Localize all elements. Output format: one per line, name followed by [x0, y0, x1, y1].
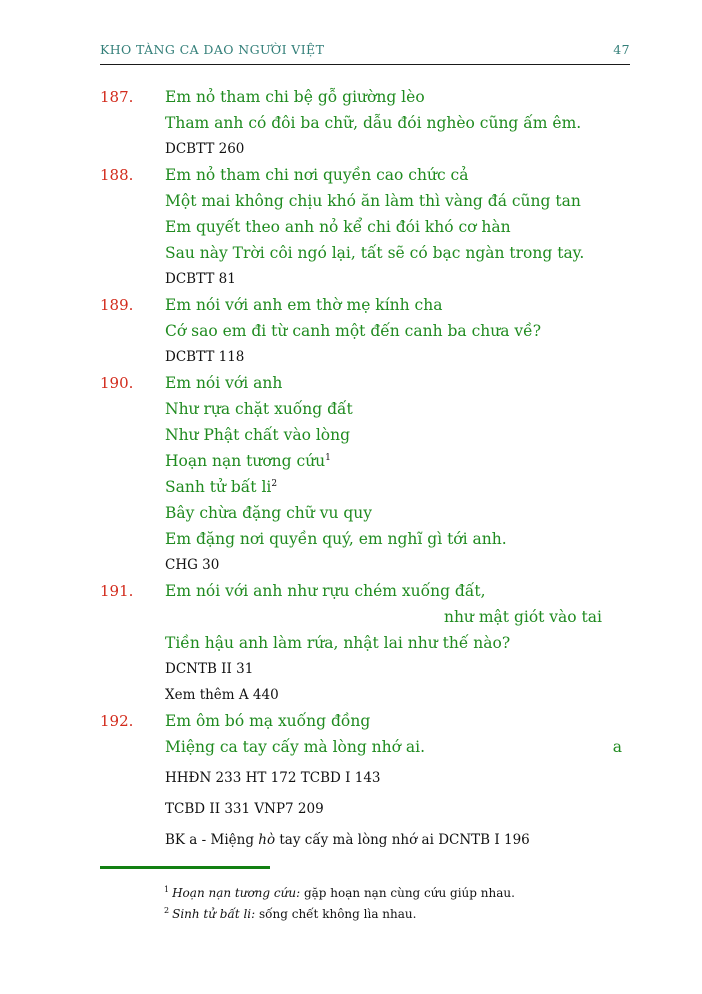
- footnote-section: [100, 866, 630, 925]
- verse-text: Em nỏ tham chi bệ gỗ giường lèo: [165, 88, 425, 106]
- verse-line: [165, 734, 630, 760]
- variant-marker: a: [612, 738, 622, 756]
- verse-line: [165, 474, 630, 500]
- entry-content: [165, 578, 630, 708]
- verse-text: Em nói với anh em thờ mẹ kính cha: [165, 296, 443, 314]
- verse-text: Em nói với anh như rựu chém xuống đất,: [165, 582, 486, 600]
- verse-line: [165, 318, 630, 344]
- verse-text: Một mai không chịu khó ăn làm thì vàng đá cũng tan: [165, 192, 581, 210]
- footnote-definition: sống chết không lìa nhau.: [255, 907, 417, 921]
- verse-line: [165, 214, 630, 240]
- verse-text: Sanh tử bất li: [165, 478, 272, 496]
- verse-line: [165, 630, 630, 656]
- entry-content: [165, 708, 630, 853]
- footnote-reference: 1: [325, 452, 331, 463]
- entry: [100, 84, 630, 162]
- verse-text: Hoạn nạn tương cứu: [165, 452, 326, 470]
- verse-text: Tiền hậu anh làm rứa, nhật lai như thế nào?: [165, 634, 511, 652]
- citation-text: tay cấy mà lòng nhớ ai DCNTB I 196: [275, 832, 530, 848]
- footnote-term: Sinh tử bất li:: [172, 907, 256, 921]
- citation-line: [165, 552, 630, 578]
- footnote-term: Hoạn nạn tương cứu:: [172, 886, 301, 900]
- entries: [100, 84, 630, 853]
- verse-text: Bây chừa đặng chữ vu quy: [165, 504, 373, 522]
- citation-line: [165, 827, 630, 853]
- entry-number: 188.: [100, 166, 134, 184]
- citation-text: Xem thêm A 440: [165, 687, 279, 703]
- verse-text: Cớ sao em đi từ canh một đến canh ba chưa về?: [165, 322, 542, 340]
- footnote-rule: [100, 866, 270, 869]
- verse-text: Tham anh có đôi ba chữ, dẫu đói nghèo cũng ấm êm.: [165, 114, 582, 132]
- verse-line: [165, 396, 630, 422]
- verse-line: [165, 708, 630, 734]
- entry-number: 190.: [100, 374, 134, 392]
- verse-line: [165, 422, 630, 448]
- verse-line: [165, 578, 630, 604]
- verse-line: [165, 84, 630, 110]
- citation-text: TCBD II 331 VNP7 209: [165, 801, 324, 817]
- verse-line: [165, 162, 630, 188]
- entry: [100, 578, 630, 708]
- verse-text: Sau này Trời côi ngó lại, tất sẽ có bạc ngàn trong tay.: [165, 244, 585, 262]
- entry-number: 187.: [100, 88, 134, 106]
- citation-line: [165, 765, 630, 791]
- page-number: 47: [613, 42, 630, 57]
- verse-line: [165, 500, 630, 526]
- verse-text: Em nỏ tham chi nơi quyền cao chức cả: [165, 166, 469, 184]
- citation-line: [165, 266, 630, 292]
- citation-line: [165, 682, 630, 708]
- verse-line: [165, 240, 630, 266]
- verse-text: Em đặng nơi quyền quý, em nghĩ gì tới anh.: [165, 530, 507, 548]
- entry-number: 191.: [100, 582, 134, 600]
- footnote: [164, 904, 630, 925]
- verse-line: [165, 110, 630, 136]
- citation-text: HHĐN 233 HT 172 TCBD I 143: [165, 770, 381, 786]
- verse-text: Như rựa chặt xuống đất: [165, 400, 353, 418]
- citation-text: hò: [258, 832, 276, 848]
- header-title: KHO TÀNG CA DAO NGƯỜI VIỆT: [100, 42, 325, 57]
- verse-text: Em quyết theo anh nỏ kể chi đói khó cơ hàn: [165, 218, 511, 236]
- entry: [100, 292, 630, 370]
- footnote: [164, 883, 630, 904]
- entry: [100, 708, 630, 853]
- entry-content: [165, 370, 630, 578]
- citation-text: DCBTT 81: [165, 271, 236, 287]
- citation-text: CHG 30: [165, 557, 220, 573]
- verse-text: như mật giót vào tai: [443, 608, 602, 626]
- verse-line: [165, 604, 630, 630]
- verse-line: [165, 448, 630, 474]
- entry-number: 192.: [100, 712, 134, 730]
- verse-line: [165, 370, 630, 396]
- verse-line: [165, 292, 630, 318]
- entry: [100, 162, 630, 292]
- citation-text: DCNTB II 31: [165, 661, 254, 677]
- citation-text: BK a - Miệng: [165, 832, 259, 848]
- footnote-marker: 1: [164, 885, 170, 894]
- verse-text: Như Phật chất vào lòng: [165, 426, 351, 444]
- footnote-list: [100, 883, 630, 925]
- footnote-definition: gặp hoạn nạn cùng cứu giúp nhau.: [300, 886, 515, 900]
- verse-line: [165, 188, 630, 214]
- footnote-reference: 2: [271, 478, 278, 489]
- citation-text: DCBTT 118: [165, 349, 245, 365]
- citation-line: [165, 796, 630, 822]
- verse-line: [165, 526, 630, 552]
- citation-line: [165, 656, 630, 682]
- entry-content: [165, 84, 630, 162]
- citation-line: [165, 136, 630, 162]
- entry-content: [165, 162, 630, 292]
- citation-line: [165, 344, 630, 370]
- entry-content: [165, 292, 630, 370]
- citation-text: DCBTT 260: [165, 141, 245, 157]
- entry: [100, 370, 630, 578]
- footnote-marker: 2: [164, 906, 170, 915]
- verse-text: Em nói với anh: [165, 374, 283, 392]
- verse-text: Miệng ca tay cấy mà lòng nhớ ai.: [165, 738, 426, 756]
- verse-text: Em ôm bó mạ xuống đồng: [165, 712, 371, 730]
- page-header: [100, 42, 630, 65]
- entry-number: 189.: [100, 296, 134, 314]
